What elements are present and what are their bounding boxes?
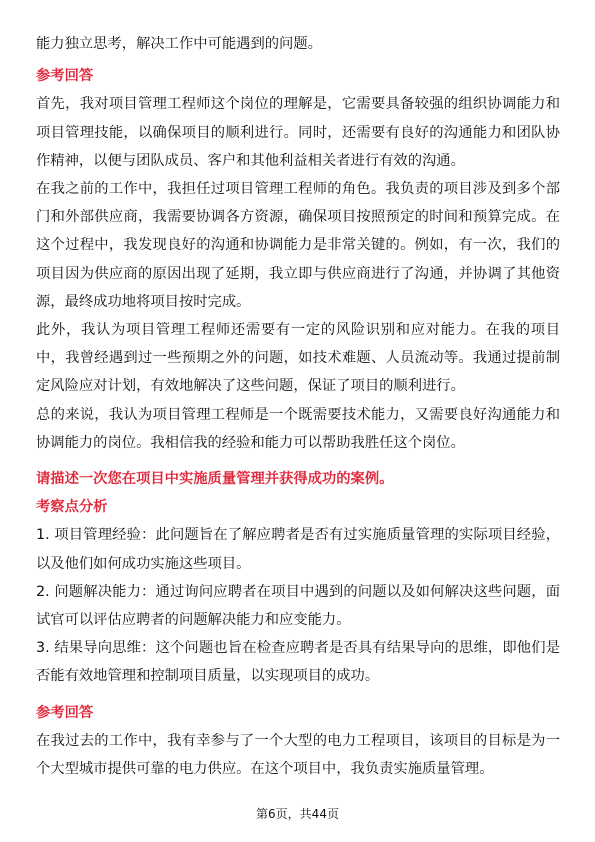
analysis-item: 1. 项目管理经验：此问题旨在了解应聘者是否有过实施质量管理的实际项目经验，以及他们如何成功实施这些项目。 (36, 527, 560, 572)
document-body (36, 30, 560, 783)
answer-paragraph: 在我之前的工作中，我担任过项目管理工程师的角色。我负责的项目涉及到多个部门和外部供应商，我需要协调各方资源，确保项目按照预定的时间和预算完成。在这个过程中，我发现良好的沟通和协调能力是非常关键的。例如，有一次，我们的项目因为供应商的原因出现了延期，我立即与供应商进行了沟通，并协调了其他资源，最终成功地将项目按时完成。 (36, 181, 560, 310)
reference-answer-heading: 参考回答 (36, 704, 94, 721)
answer-paragraph: 首先，我对项目管理工程师这个岗位的理解是，它需要具备较强的组织协调能力和项目管理技能，以确保项目的顺利进行。同时，还需要有良好的沟通能力和团队协作精神，以便与团队成员、客户和其他利益相关者进行有效的沟通。 (36, 96, 560, 169)
analysis-heading: 考察点分析 (36, 499, 108, 516)
analysis-item: 3. 结果导向思维：这个问题也旨在检查应聘者是否具有结果导向的思维，即他们是否能有效地管理和控制项目质量，以实现项目的成功。 (36, 640, 560, 685)
question-heading: 请描述一次您在项目中实施质量管理并获得成功的案例。 (36, 471, 394, 488)
intro-tail-text: 能力独立思考，解决工作中可能遇到的问题。 (36, 36, 322, 52)
answer-paragraph: 总的来说，我认为项目管理工程师是一个既需要技术能力，又需要良好沟通能力和协调能力的岗位。我相信我的经验和能力可以帮助我胜任这个岗位。 (36, 406, 560, 451)
answer-paragraph: 此外，我认为项目管理工程师还需要有一定的风险识别和应对能力。在我的项目中，我曾经遇到过一些预期之外的问题，如技术难题、人员流动等。我通过提前制定风险应对计划，有效地解决了这些问题，保证了项目的顺利进行。 (36, 322, 560, 395)
answer-paragraph: 在我过去的工作中，我有幸参与了一个大型的电力工程项目，该项目的目标是为一个大型城市提供可靠的电力供应。在这个项目中，我负责实施质量管理。 (36, 732, 560, 778)
reference-answer-heading: 参考回答 (36, 68, 94, 85)
analysis-item: 2. 问题解决能力：通过询问应聘者在项目中遇到的问题以及如何解决这些问题，面试官可以评估应聘者的问题解决能力和应变能力。 (36, 583, 560, 629)
page-number: 第6页，共44页 (256, 807, 339, 821)
